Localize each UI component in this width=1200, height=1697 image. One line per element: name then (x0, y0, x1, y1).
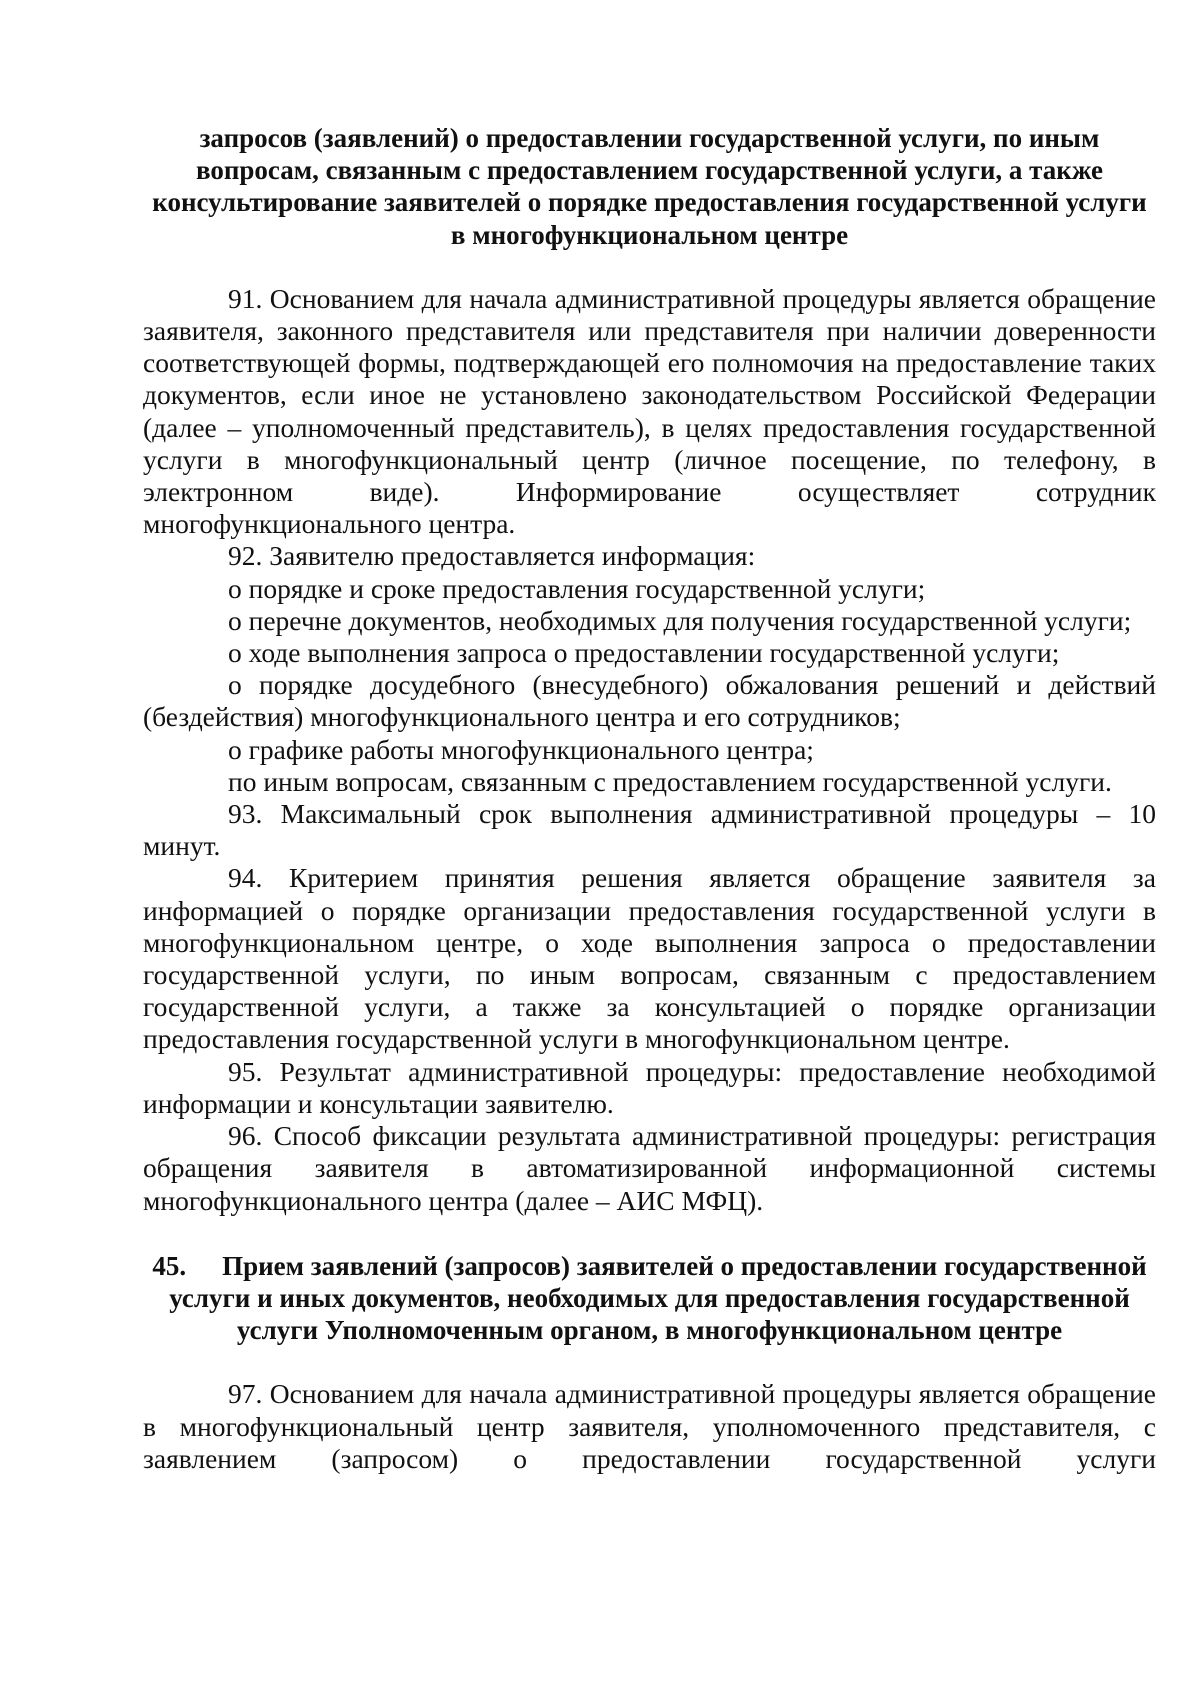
list-item-request-progress: о ходе выполнения запроса о предоставлении государственной услуги; (228, 637, 1060, 669)
paragraph-97: 97. Основанием для начала административной процедуры является обращение в многофункциональный центр заявителя, уполномоченного представителя, с заявлением (запросом) о предоставлении государственной услуги (143, 1378, 1156, 1474)
paragraph-92: 92. Заявителю предоставляется информация: (228, 540, 756, 572)
spacer (143, 251, 1156, 283)
list-item-other-questions: по иным вопросам, связанным с предоставлением государственной услуги. (228, 765, 1112, 797)
list-item-document-list: о перечне документов, необходимых для получения государственной услуги; (228, 604, 1132, 636)
section-heading-45 (143, 1250, 1156, 1347)
spacer (143, 1346, 1156, 1378)
paragraph-96: 96. Способ фиксации результата административной процедуры: регистрация обращения заявителя в автоматизированной информационной системы многофункционального центра (далее – АИС МФЦ). (143, 1120, 1156, 1216)
list-item-work-schedule: о графике работы многофункционального центра; (228, 733, 814, 765)
section-heading-continued: запросов (заявлений) о предоставлении государственной услуги, по иным вопросам, связанным с предоставлением государственной услуги, а также консультирование заявителей о порядке предоставления государственной услуги в многофункциональном центре (152, 123, 1147, 250)
list-item-appeal-procedure: о порядке досудебного (внесудебного) обжалования решений и действий (бездействия) многофункционального центра и его сотрудников; (143, 669, 1156, 733)
section-number: 45. (152, 1250, 187, 1281)
paragraph-95: 95. Результат административной процедуры: предоставление необходимой информации и консультации заявителю. (143, 1055, 1156, 1119)
document-body (143, 122, 1156, 1475)
paragraph-94: 94. Критерием принятия решения является обращение заявителя за информацией о порядке организации предоставления государственной услуги в многофункциональном центре, о ходе выполнения запроса о предоставлении государственной услуги, по иным вопросам, связанным с предоставлением государственной услуги, а также за консультацией о порядке организации предоставления государственной услуги в многофункциональном центре. (143, 862, 1156, 1055)
spacer (143, 1217, 1156, 1250)
list-item-procedure-terms: о порядке и сроке предоставления государственной услуги; (228, 572, 926, 604)
paragraph-93: 93. Максимальный срок выполнения административной процедуры – 10 минут. (143, 798, 1156, 862)
paragraph-91: 91. Основанием для начала административной процедуры является обращение заявителя, законного представителя или представителя при наличии доверенности соответствующей формы, подтверждающей его полномочия на предоставление таких документов, если иное не установлено законодательством Российской Федерации (далее – уполномоченный представитель), в целях предоставления государственной услуги в многофункциональный центр (личное посещение, по телефону, в электронном виде). Информирование осуществляет сотрудник многофункционального центра. (143, 282, 1156, 540)
section-title: Прием заявлений (запросов) заявителей о предоставлении государственной услуги и иных документов, необходимых для предоставления государственной услуги Уполномоченным органом, в многофункциональном центре (169, 1250, 1147, 1346)
